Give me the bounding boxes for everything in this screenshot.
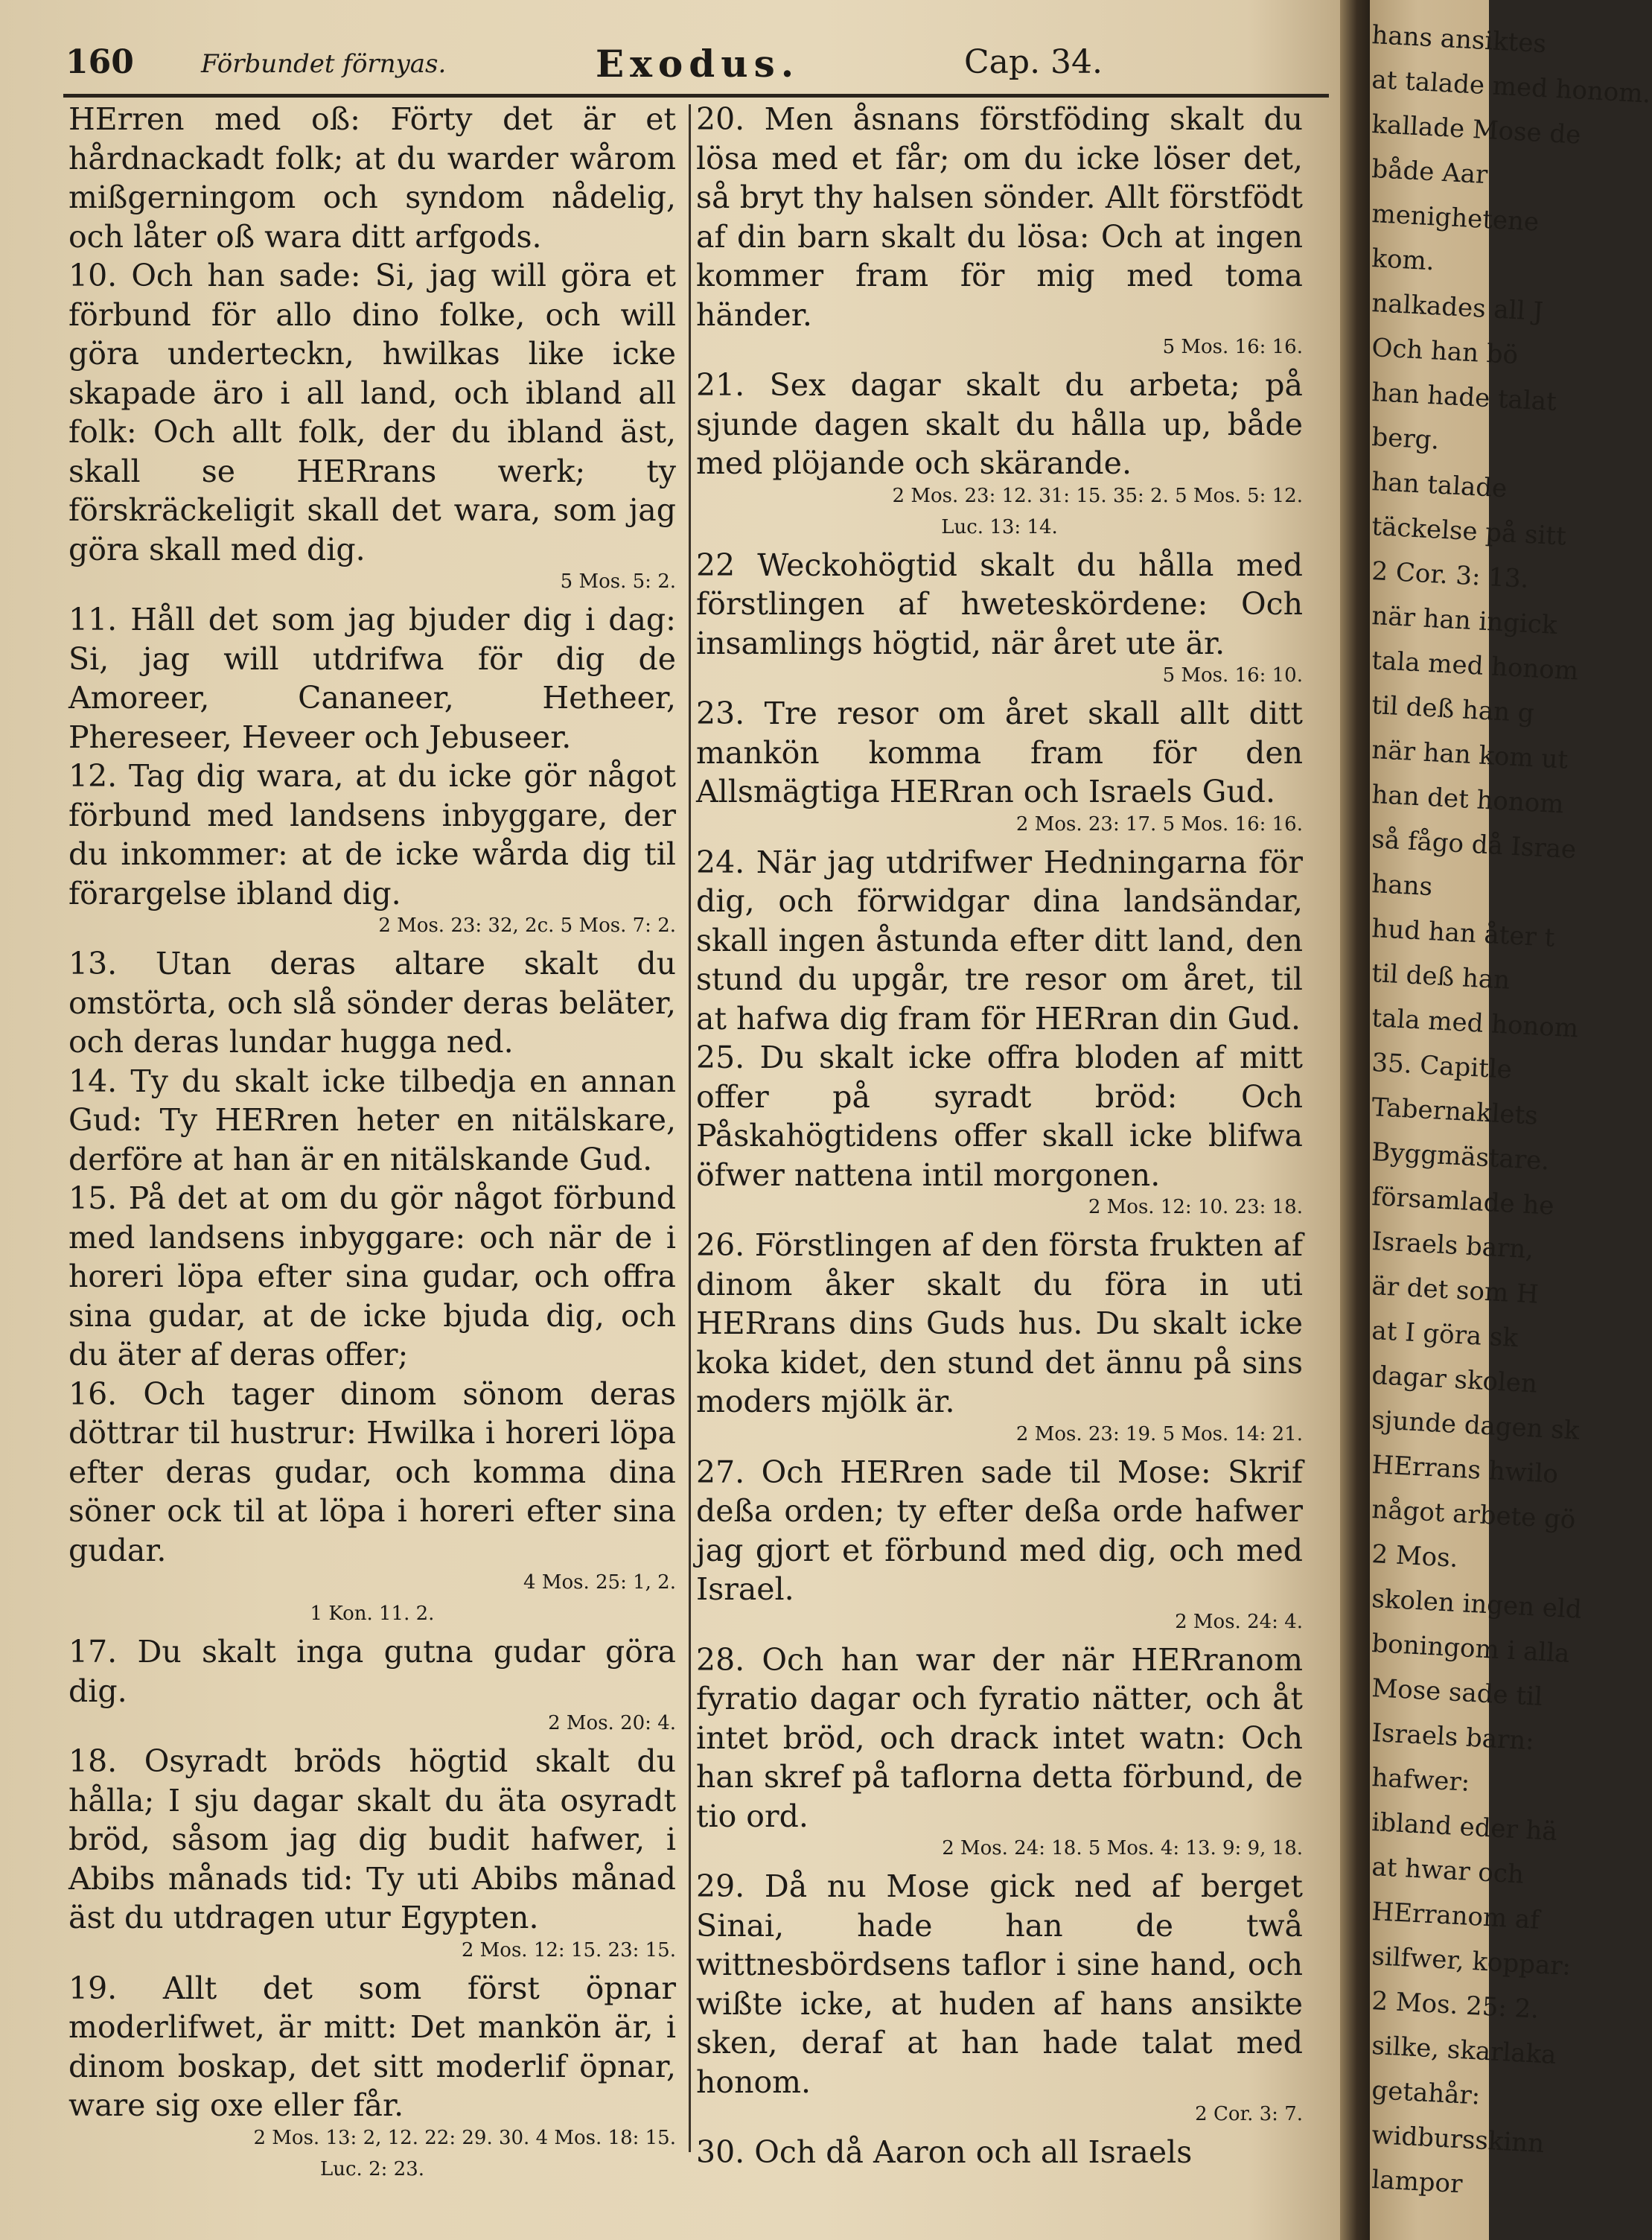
verse: 19. Allt det som först öpnar moderlifwet, är mitt: Det mankön är, i dinom boskap, det sitt moderlif öpnar, ware sig oxe eller får. [68, 1970, 676, 2123]
cross-reference: 5 Mos. 16: 16. [1162, 336, 1303, 358]
margin-text-fragment: täckelse på sitt [1371, 511, 1567, 552]
margin-text-fragment: hans ansiktes [1371, 19, 1547, 60]
margin-text-fragment: 35. Capitle [1371, 1047, 1513, 1085]
cross-reference: 2 Mos. 23: 17. 5 Mos. 16: 16. [1015, 812, 1303, 836]
margin-text-fragment: HErranom af [1371, 1896, 1540, 1935]
margin-text-fragment: han det honom [1371, 779, 1565, 820]
margin-text-fragment: til deß han g [1371, 690, 1535, 729]
margin-text-fragment: så fågo då Israe [1371, 824, 1578, 865]
margin-text-fragment: både Aar [1371, 153, 1489, 191]
verse: 25. Du skalt icke offra bloden af mitt offer på syradt bröd: Och Påskahögtidens offer skall icke blifwa öfwer nattena intil morgonen. [696, 1040, 1303, 1193]
cross-reference: 5 Mos. 16: 10. [1162, 664, 1303, 687]
margin-text-fragment: til deß han [1371, 958, 1511, 996]
margin-text-fragment: kom. [1371, 243, 1435, 277]
verse: 21. Sex dagar skalt du arbeta; på sjunde dagen skalt du hålla up, både med plöjande och skärande. [696, 367, 1303, 481]
cross-reference: 2 Mos. 23: 12. 31: 15. 35: 2. 5 Mos. 5: 12. [892, 484, 1303, 507]
cross-reference: 2 Cor. 3: 7. [1195, 2103, 1303, 2125]
cross-reference: 2 Mos. 23: 19. 5 Mos. 14: 21. [1015, 1422, 1303, 1445]
cross-reference: 5 Mos. 5: 2. [560, 570, 676, 593]
verse: 10. Och han sade: Si, jag will göra et förbund för allo dino folke, och will göra underteckn, hwilkas like icke skapade äro i all land, och ibland all folk: Och allt folk, der du ibland äst, skall se HERrans werk; ty förskräckeligit skall det wara, som jag göra skall med dig. [68, 258, 676, 567]
margin-text-fragment: hud han åter t [1371, 913, 1556, 953]
verse: 13. Utan deras altare skalt du omstörta, och slå sönder deras beläter, och deras lundar hugga ned. [68, 946, 676, 1060]
margin-text-fragment: silke, skarlaka [1371, 2030, 1557, 2070]
verse: 28. Och han war der när HERranom fyratio dagar och fyratio nätter, och åt intet bröd, och drack intet watn: Och han skref på taflorna detta förbund, de tio ord. [696, 1641, 1303, 1834]
continuation-text: HErren med oß: Förty det är et hårdnackadt folk; at du warder wårom mißgerningom och syndom nådelig, och låter oß wara ditt arfgods. [68, 101, 676, 255]
cross-reference: 2 Mos. 20: 4. [548, 1712, 676, 1734]
verse: 27. Och HERren sade til Mose: Skrif deßa orden; ty efter deßa orde hafwer jag gjort et förbund med dig, och med Israel. [696, 1454, 1303, 1607]
verse: 29. Då nu Mose gick ned af berget Sinai, hade han de twå wittnesbördsens taflor i sine hand, och wißte icke, at huden af hans ansikte sken, deraf at han hade talat med honom. [696, 1868, 1303, 2100]
margin-text-fragment: när han kom ut [1371, 734, 1569, 775]
verse: 17. Du skalt inga gutna gudar göra dig. [68, 1634, 676, 1709]
margin-text-fragment: Byggmästare. [1371, 1136, 1551, 1177]
cross-reference: 2 Mos. 24: 18. 5 Mos. 4: 13. 9: 9, 18. [942, 1837, 1303, 1859]
margin-text-fragment: skolen ingen eld [1371, 1583, 1583, 1625]
margin-text-fragment: at talade med honom. [1371, 64, 1652, 109]
cross-reference: Luc. 2: 23. [319, 2157, 425, 2180]
margin-text-fragment: hans [1371, 868, 1434, 903]
margin-text-fragment: kallade Mose de [1371, 109, 1582, 150]
verse: 12. Tag dig wara, at du icke gör något förbund med landsens inbyggare, der du inkommer: at de icke wårda dig til förargelse ibland dig. [68, 758, 676, 911]
verse: 20. Men åsnans förstföding skalt du lösa med et får; om du icke löser det, så bryt thy halsen sönder. Allt förstfödt af din barn skalt du lösa: Och at ingen kommer fram för mig med toma händer. [696, 101, 1303, 333]
margin-text-fragment: nalkades all J [1371, 287, 1544, 327]
right-verse-list [696, 100, 1303, 2172]
margin-text-fragment: lampor [1371, 2164, 1464, 2200]
cross-reference: 2 Mos. 24: 4. [1175, 1610, 1303, 1633]
chapter-label: Cap. 34. [964, 43, 1103, 81]
margin-text-fragment: dagar skolen [1371, 1360, 1538, 1399]
book-title: Exodus. [596, 42, 800, 86]
cross-reference: 2 Mos. 23: 32, 2c. 5 Mos. 7: 2. [378, 914, 676, 937]
verse: 23. Tre resor om året skall allt ditt mankön komma fram för den Allsmägtiga HERran och Israels Gud. [696, 696, 1303, 809]
verse: 24. När jag utdrifwer Hedningarna för dig, och förwidgar dina landsändar, skall ingen åstunda efter ditt land, den stund du upgår, tre resor om året, til at hafwa dig fram för HERran din Gud. [696, 844, 1303, 1037]
verse: 18. Osyradt bröds högtid skalt du hålla; I sju dagar skalt du äta osyradt bröd, såsom jag dig budit hafwer, i Abibs månads tid: Ty uti Abibs månad äst du utdragen utur Egypten. [68, 1743, 676, 1935]
margin-text-fragment: han talade [1371, 466, 1508, 504]
margin-text-fragment: något arbete gö [1371, 1494, 1577, 1536]
verse: 22 Weckohögtid skalt du hålla med förstlingen af hweteskördene: Och insamlings högtid, när året ute är. [696, 547, 1303, 661]
verse: 16. Och tager dinom sönom deras döttrar til hustrur: Hwilka i horeri löpa efter deras gudar, och komma dina söner ock til at löpa i horeri efter sina gudar. [68, 1375, 676, 1568]
margin-text-fragment: at hwar och [1371, 1851, 1525, 1890]
margin-text-fragment: tala med honom [1371, 1002, 1580, 1044]
margin-text-fragment: widbursskinn [1371, 2119, 1546, 2160]
margin-text-fragment: när han ingick [1371, 600, 1558, 640]
page-number: 160 [66, 43, 134, 81]
right-column [696, 100, 1303, 2172]
margin-text-fragment: 2 Mos. 25: 2. [1371, 1985, 1540, 2025]
margin-text-fragment: Tabernaklets [1371, 1092, 1539, 1131]
margin-text-fragment: 2 Cor. 3: 13. [1371, 556, 1530, 594]
left-verse-list [68, 256, 676, 2182]
margin-text-fragment: han hade talat [1371, 377, 1557, 417]
header-rule [63, 94, 1329, 98]
page-header [60, 39, 1325, 91]
verse: 26. Förstlingen af den första frukten af dinom åker skalt du föra in uti HERrans dins Guds hus. Du skalt icke koka kidet, den stund det ännu på sins moders mjölk är. [696, 1227, 1303, 1419]
left-column [68, 100, 676, 2188]
margin-text-fragment: HErrans hwilo [1371, 1449, 1559, 1490]
verse: 11. Håll det som jag bjuder dig i dag: Si, jag will utdrifwa för dig de Amoreer, Cananeer, Hetheer, Phereseer, Heveer och Jebuseer. [68, 602, 676, 755]
adjacent-page-margin [1370, 0, 1652, 2240]
margin-text-fragment: Israels barn: [1371, 1717, 1535, 1757]
cross-reference: 2 Mos. 12: 10. 23: 18. [1088, 1196, 1303, 1218]
margin-text-fragment: menighetene [1371, 198, 1540, 238]
margin-text-fragment: ibland eder hä [1371, 1807, 1558, 1847]
column-divider [689, 104, 691, 2152]
margin-text-fragment: boningom i alla [1371, 1628, 1571, 1669]
margin-text-fragment: hafwer: [1371, 1762, 1471, 1798]
margin-text-fragment: församlade he [1371, 1181, 1555, 1221]
cross-reference: 1 Kon. 11. 2. [310, 1603, 435, 1625]
margin-text-fragment: silfwer, koppar: [1371, 1941, 1572, 1982]
verse: 15. På det at om du gör något förbund med landsens inbyggare: och när de i horeri löpa efter sina gudar, och offra sina gudar, at de icke bjuda dig, och du äter af deras offer; [68, 1180, 676, 1372]
margin-text-fragment: är det som H [1371, 1270, 1540, 1310]
verse: 30. Och då Aaron och all Israels [696, 2134, 1193, 2170]
cross-reference: 2 Mos. 13: 2, 12. 22: 29. 30. 4 Mos. 18: 15. [253, 2126, 676, 2149]
margin-text-fragment: Och han bö [1371, 332, 1519, 371]
cross-reference: 4 Mos. 25: 1, 2. [523, 1571, 676, 1594]
margin-text-fragment: sjunde dagen sk [1371, 1404, 1581, 1446]
cross-reference: Luc. 13: 14. [941, 515, 1058, 538]
margin-text-fragment: Israels barn, [1371, 1226, 1534, 1265]
margin-text-fragment: getahår: [1371, 2075, 1482, 2111]
margin-text-fragment: berg. [1371, 421, 1441, 456]
running-title: Förbundet förnyas. [201, 49, 447, 79]
verse: 14. Ty du skalt icke tilbedja en annan Gud: Ty HERren heter en nitälskare, derföre at han är en nitälskande Gud. [68, 1063, 676, 1177]
cross-reference: 2 Mos. 12: 15. 23: 15. [461, 1938, 676, 1961]
margin-text-fragment: Mose sade til [1371, 1673, 1543, 1712]
margin-text-fragment: at I göra sk [1371, 1315, 1519, 1354]
margin-text-fragment: tala med honom [1371, 645, 1580, 687]
margin-text-fragment: 2 Mos. [1371, 1539, 1459, 1574]
